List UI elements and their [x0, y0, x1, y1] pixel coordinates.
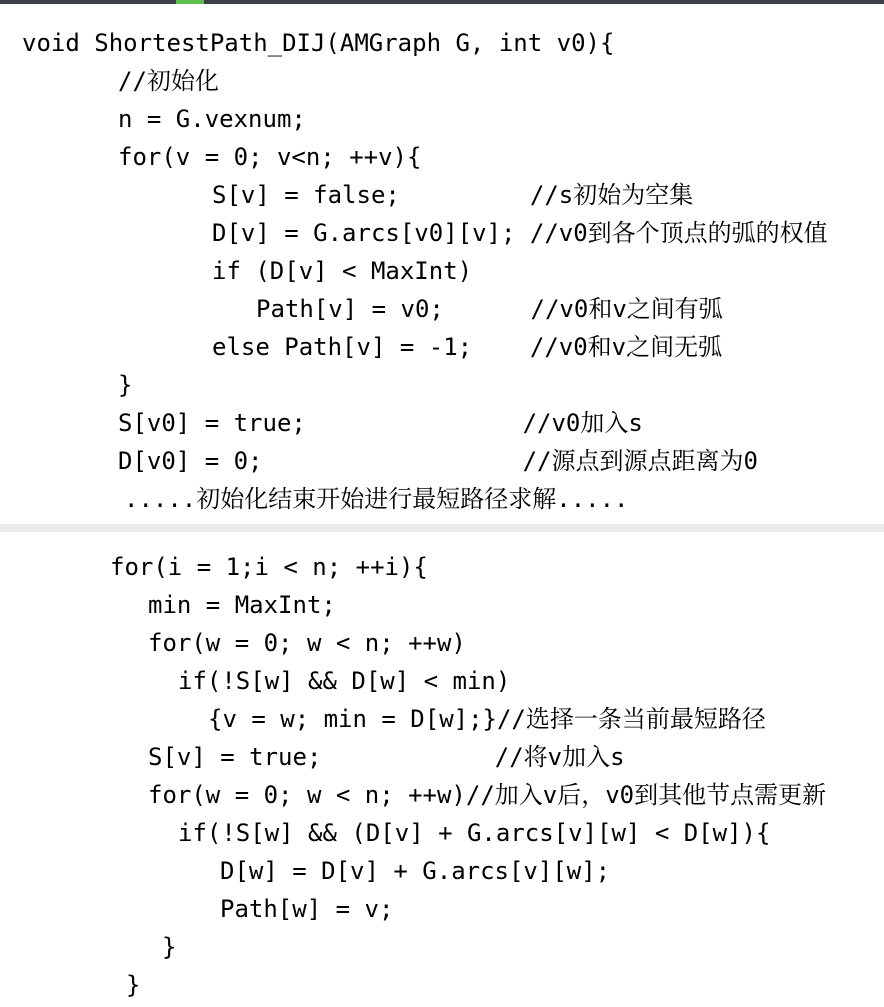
code-line: if(!S[w] && (D[v] + G.arcs[v][w] < D[w]){: [178, 819, 771, 847]
code-line: D[v] = G.arcs[v0][v]; //v0到各个顶点的弧的权值: [212, 219, 828, 247]
code-line: Path[v] = v0; //v0和v之间有弧: [256, 295, 723, 323]
code-line: }: [118, 371, 133, 399]
code-line: Path[w] = v;: [220, 895, 394, 923]
code-line: else Path[v] = -1; //v0和v之间无弧: [212, 333, 723, 361]
code-line: S[v0] = true; //v0加入s: [118, 409, 643, 437]
code-line: S[v] = false; //s初始为空集: [212, 181, 694, 209]
code-line: if (D[v] < MaxInt): [212, 257, 473, 285]
code-line: void ShortestPath_DIJ(AMGraph G, int v0){: [22, 29, 615, 57]
code-line: D[w] = D[v] + G.arcs[v][w];: [220, 857, 611, 885]
code-line: if(!S[w] && D[w] < min): [178, 667, 511, 695]
code-line: for(w = 0; w < n; ++w)//加入v后，v0到其他节点需更新: [148, 781, 827, 809]
code-line: n = G.vexnum;: [118, 105, 306, 133]
code-block-initialization: [0, 4, 884, 524]
code-line: S[v] = true; //将v加入s: [148, 743, 625, 771]
code-line: min = MaxInt;: [148, 591, 336, 619]
code-comment-line: //初始化: [118, 67, 219, 95]
code-line: for(i = 1;i < n; ++i){: [110, 553, 428, 581]
code-line: D[v0] = 0; //源点到源点距离为0: [118, 447, 758, 475]
section-divider: [0, 524, 884, 532]
code-line: for(w = 0; w < n; ++w): [148, 629, 466, 657]
code-separator-line: .....初始化结束开始进行最短路径求解.....: [124, 485, 629, 513]
code-line: {v = w; min = D[w];}//选择一条当前最短路径: [208, 705, 766, 733]
code-line: }: [126, 971, 141, 999]
code-line: for(v = 0; v<n; ++v){: [118, 143, 422, 171]
code-line: }: [162, 933, 177, 961]
code-block-main-loop: [0, 532, 884, 1007]
